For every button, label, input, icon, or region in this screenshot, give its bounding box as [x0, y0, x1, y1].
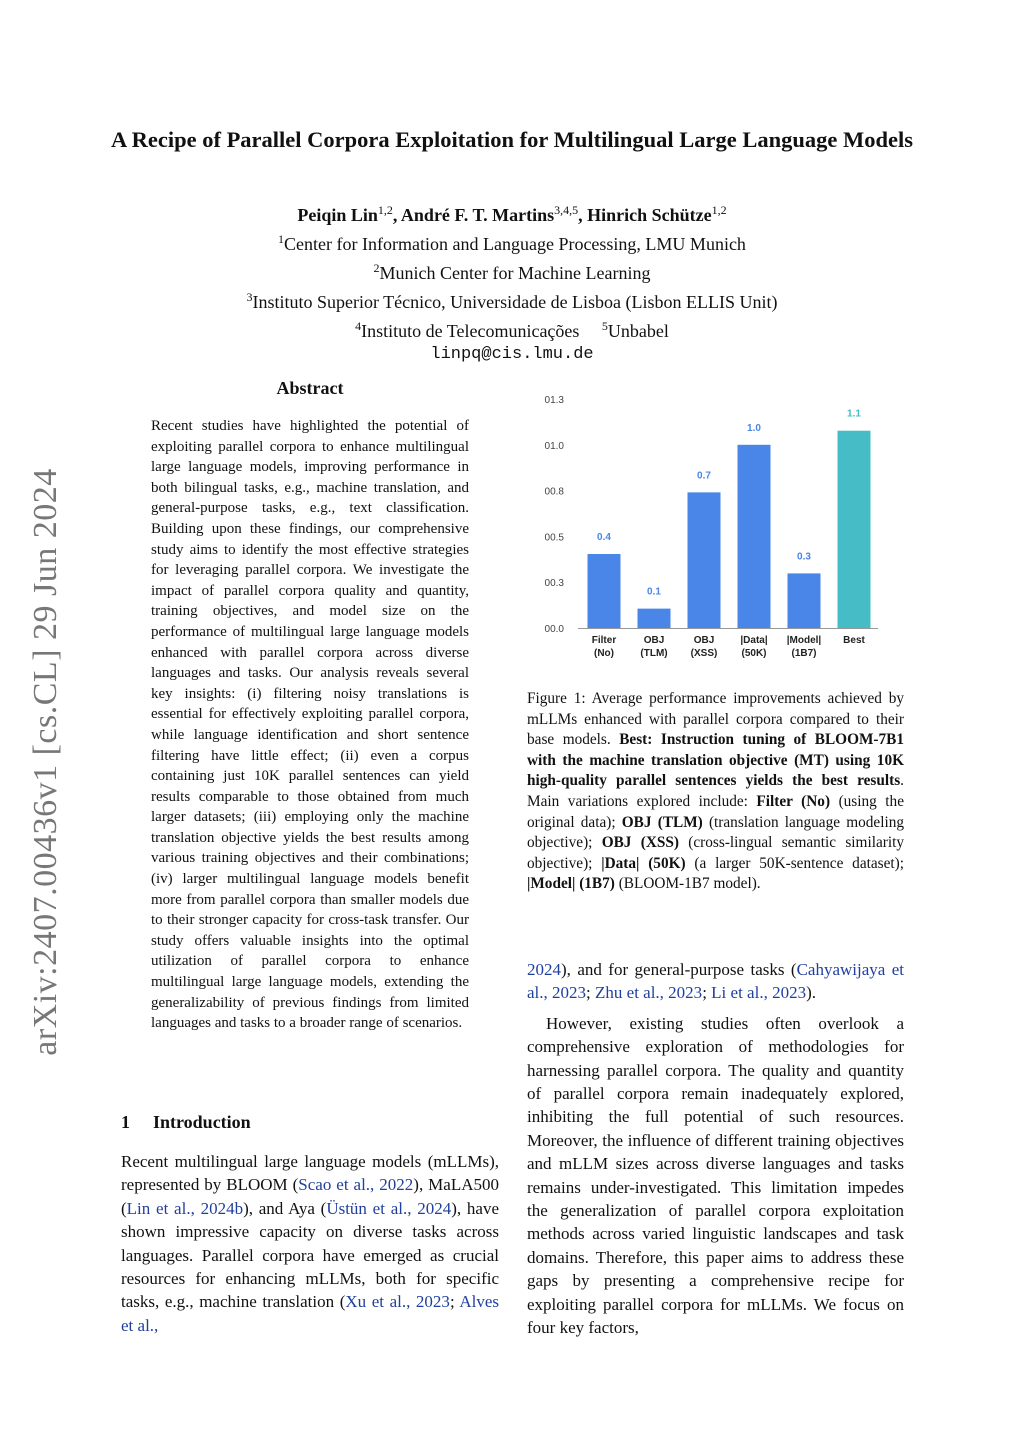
y-tick-label: 00.5 [544, 532, 564, 544]
citation-link[interactable]: Xu et al., 2023 [345, 1292, 450, 1312]
x-tick-label: OBJ [693, 635, 715, 646]
text-run: . Main variations explored include: [527, 772, 904, 810]
affiliation: $^4$Instituto de Telecomunicações $^5$Unbabel [355, 319, 669, 341]
text-run: ), MaLA500 ( [121, 1175, 499, 1218]
x-tick-label: OBJ [643, 635, 665, 646]
y-tick-label: 01.0 [544, 440, 564, 452]
text-run: (using the original data); [527, 792, 904, 831]
data-label: 1.1 [847, 408, 861, 420]
text-run: ; [586, 983, 596, 1003]
text-run: (cross-lingual semantic similarity objective); [527, 834, 904, 872]
text-run: ), and Aya ( [243, 1198, 327, 1218]
citation-link[interactable]: Zhu et al., 2023 [595, 983, 703, 1003]
x-tick-label: (TLM) [640, 648, 668, 659]
y-tick-label: 01.3 [544, 395, 564, 406]
citation-link[interactable]: 2024 [527, 960, 561, 979]
affiliation: $^3$Instituto Superior Técnico, Universidade de Lisboa (Lisbon ELLIS Unit) [246, 290, 778, 312]
bold-text: |Data| (50K) [601, 854, 686, 872]
citation-link[interactable]: Lin et al., 2024b [126, 1198, 244, 1218]
arxiv-id-text: arXiv:2407.00436v1 [cs.CL] 29 Jun 2024 [27, 468, 65, 1056]
text-run: (a larger 50K-sentence dataset); [685, 854, 904, 872]
paper-title: A Recipe of Parallel Corpora Exploitation for Multilingual Large Language Models [110, 127, 914, 152]
arxiv-identifier [22, 452, 70, 1072]
intro-continuation [527, 958, 904, 1005]
author-list: Peiqin Lin$^{1,2}$, André F. T. Martins$^{3,4,5}$, Hinrich Schütze$^{1,2}$ [297, 203, 727, 225]
x-tick-label: Best [843, 635, 865, 646]
intro-right-column [527, 958, 904, 1340]
intro-paragraph [121, 1150, 499, 1337]
x-tick-label: (1B7) [791, 648, 817, 659]
abstract-heading: Abstract [276, 378, 344, 398]
affiliation: $^1$Center for Information and Language Processing, LMU Munich [278, 232, 746, 254]
figure-caption [527, 689, 904, 895]
x-tick-label: (No) [594, 648, 614, 659]
text-run: (translation language modeling objective); [527, 813, 904, 852]
abstract-body: Recent studies have highlighted the potential of exploiting parallel corpora to enhance multilingual large language models, improving performance in both bilingual tasks, e.g., machine translation, and general-purpose tasks, e.g., text classification. Building upon these findings, our comprehensive study aims to identify the most effective strategies for leveraging parallel corpora. We investigate the impact of parallel corpora quality and quantity, training objectives, and model size on the performance of multilingual large language models enhanced with parallel corpora across diverse languages and tasks. Our analysis reveals several key insights: (i) filtering noisy translations is essential for effectively exploiting parallel corpora, while language identification and short sentence filtering have little effect; (ii) even a corpus containing just 10K parallel sentences can yield results comparable to those obtained from much larger datasets; (iii) employing only the machine translation objective yields the best results among various training objectives and their combinations; (iv) larger multilingual language models benefit more from parallel corpora than smaller models due to their stronger capacity for cross-task transfer. Our study offers valuable insights into the optimal utilization of parallel corpora to enhance multilingual large language models, extending the generalizability of previous findings from limited languages and tasks to a broader range of scenarios. [151, 418, 469, 1032]
bar [788, 573, 821, 628]
x-tick-label: (50K) [741, 648, 767, 659]
section-heading: 1 Introduction [121, 1112, 251, 1132]
y-tick-label: 00.3 [544, 578, 564, 590]
author-name: Peiqin Lin [297, 205, 378, 225]
author-email[interactable]: linpq@cis.lmu.de [430, 345, 594, 364]
citation-link[interactable]: Li et al., 2023 [711, 983, 807, 1003]
bar [688, 492, 721, 628]
y-tick-label: 00.8 [544, 486, 564, 498]
x-tick-label: |Model| [786, 635, 822, 646]
bar [638, 609, 671, 628]
bold-text: OBJ (TLM) [621, 813, 703, 831]
data-label: 0.7 [697, 470, 711, 482]
text-run: ), and for general-purpose tasks ( [561, 960, 797, 979]
author-name: Hinrich Schütze [587, 205, 712, 225]
bar [838, 431, 871, 628]
citation-link[interactable]: Alves et al., [121, 1292, 499, 1335]
text-run: Recent multilingual large language models (mLLMs), represented by BLOOM ( [121, 1152, 499, 1195]
bold-text: OBJ (XSS) [601, 834, 679, 852]
bold-text: |Model| (1B7) [527, 875, 615, 893]
author-name: André F. T. Martins [400, 205, 555, 225]
bold-text: Best: Instruction tuning of BLOOM-7B1 with the machine translation objective (MT) using 10K high-quality parallel sentences yields the best results [527, 731, 905, 790]
text-run: Figure 1: Average performance improvements achieved by mLLMs enhanced with parallel corpora compared to their base models. [527, 690, 904, 749]
bar [588, 554, 621, 628]
bar-chart [528, 388, 906, 668]
text-run: ; [702, 983, 712, 1003]
intro-paragraph-2: However, existing studies often overlook a comprehensive exploration of methodologies for harnessing parallel corpora. The quality and quantity of parallel corpora remain inadequately explored, inhibiting the full potential of such resources. Moreover, the influence of different training objectives and mLLM sizes across diverse languages and tasks remains under-investigated. This limitation impedes the generalization of parallel corpora exploitation methods across varied linguistic landscapes and task domains. Therefore, this paper aims to address these gaps by presenting a comprehensive recipe for exploiting parallel corpora for mLLMs. We focus on four key factors, [527, 1013, 904, 1338]
text-run: (BLOOM-1B7 model). [614, 875, 761, 893]
citation-link[interactable]: Scao et al., 2022 [298, 1175, 414, 1195]
data-label: 0.3 [797, 551, 811, 563]
x-tick-label: |Data| [740, 635, 768, 646]
bar [738, 445, 771, 628]
data-label: 0.1 [647, 586, 661, 598]
y-tick-label: 00.0 [544, 624, 564, 635]
data-label: 0.4 [597, 532, 611, 544]
x-tick-label: (XSS) [690, 648, 718, 659]
author-block [110, 198, 914, 367]
citation-link[interactable]: Üstün et al., 2024 [326, 1198, 452, 1218]
citation-link[interactable]: Cahyawijaya et al., 2023 [527, 960, 904, 1003]
affiliation: $^2$Munich Center for Machine Learning [373, 261, 651, 283]
text-run: ; [449, 1292, 460, 1312]
x-tick-label: Filter [591, 635, 617, 646]
data-label: 1.0 [747, 422, 761, 434]
text-run: ). [806, 983, 816, 1003]
bold-text: Filter (No) [756, 792, 831, 810]
text-run: ), have shown impressive capacity on diverse tasks across languages. Parallel corpora have emerged as crucial resources for enhancing mLLMs, both for specific tasks, e.g., machine translation ( [121, 1198, 499, 1312]
